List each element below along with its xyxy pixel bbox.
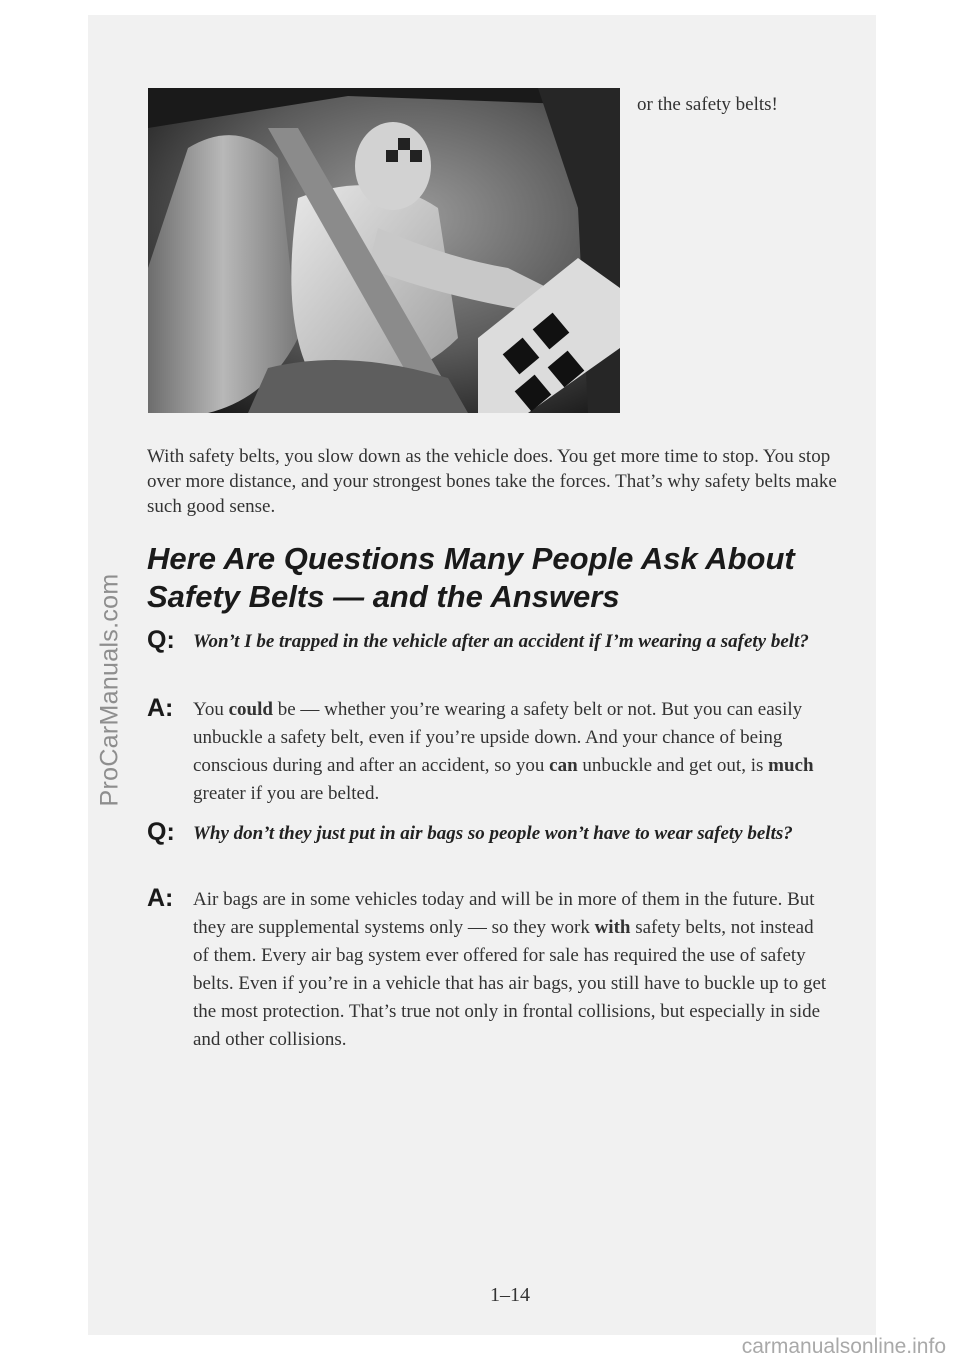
question-marker: Q:	[147, 818, 175, 846]
section-heading: Here Are Questions Many People Ask About Safety Belts — and the Answers	[147, 541, 795, 614]
question-1	[147, 628, 827, 656]
answer-2	[147, 886, 827, 1054]
answer-text-segment: safety belts, not instead of them. Every air bag system ever offered for sale has required the use of safety belts. Even if you’re in a vehicle that has air bags, you still have to buckle up to get the most protection. That’s true not only in frontal collisions, but especially in side and other collisions.	[193, 917, 827, 1050]
answer-emphasis: much	[768, 755, 814, 776]
question-2	[147, 820, 827, 848]
answer-marker: A:	[147, 884, 174, 912]
answer-text	[193, 696, 827, 808]
question-text: Won’t I be trapped in the vehicle after an accident if I’m wearing a safety belt?	[193, 631, 809, 652]
answer-text-segment: greater if you are belted.	[193, 783, 380, 804]
intro-paragraph: With safety belts, you slow down as the vehicle does. You get more time to stop. You stop over more distance, and your strongest bones take the forces. That’s why safety belts make such good sense.	[147, 446, 837, 517]
answer-emphasis: with	[594, 917, 631, 938]
photo-caption: or the safety belts!	[637, 94, 778, 115]
answer-text	[193, 886, 827, 1054]
crash-test-dummy-photo	[148, 88, 620, 413]
answer-text-segment: unbuckle and get out, is	[577, 755, 769, 776]
answer-text-segment: be — whether you’re wearing a safety belt or not. But you can easily unbuckle a safety belt, even if you’re upside down. And your chance of being conscious during and after an accident, so you	[193, 699, 803, 776]
side-watermark: ProCarManuals.com	[95, 573, 124, 807]
answer-marker: A:	[147, 694, 174, 722]
question-marker: Q:	[147, 626, 175, 654]
answer-text-segment: You	[193, 699, 229, 720]
page-number: 1–14	[490, 1284, 530, 1306]
question-text: Why don’t they just put in air bags so people won’t have to wear safety belts?	[193, 823, 793, 844]
crash-test-dummy-illustration	[148, 88, 620, 413]
answer-emphasis: can	[549, 755, 578, 776]
answer-emphasis: could	[228, 699, 273, 720]
bottom-watermark: carmanualsonline.info	[741, 1335, 946, 1358]
answer-text-segment: Air bags are in some vehicles today and will be in more of them in the future. But they are supplemental systems only — so they work	[193, 889, 815, 938]
answer-1	[147, 696, 827, 808]
